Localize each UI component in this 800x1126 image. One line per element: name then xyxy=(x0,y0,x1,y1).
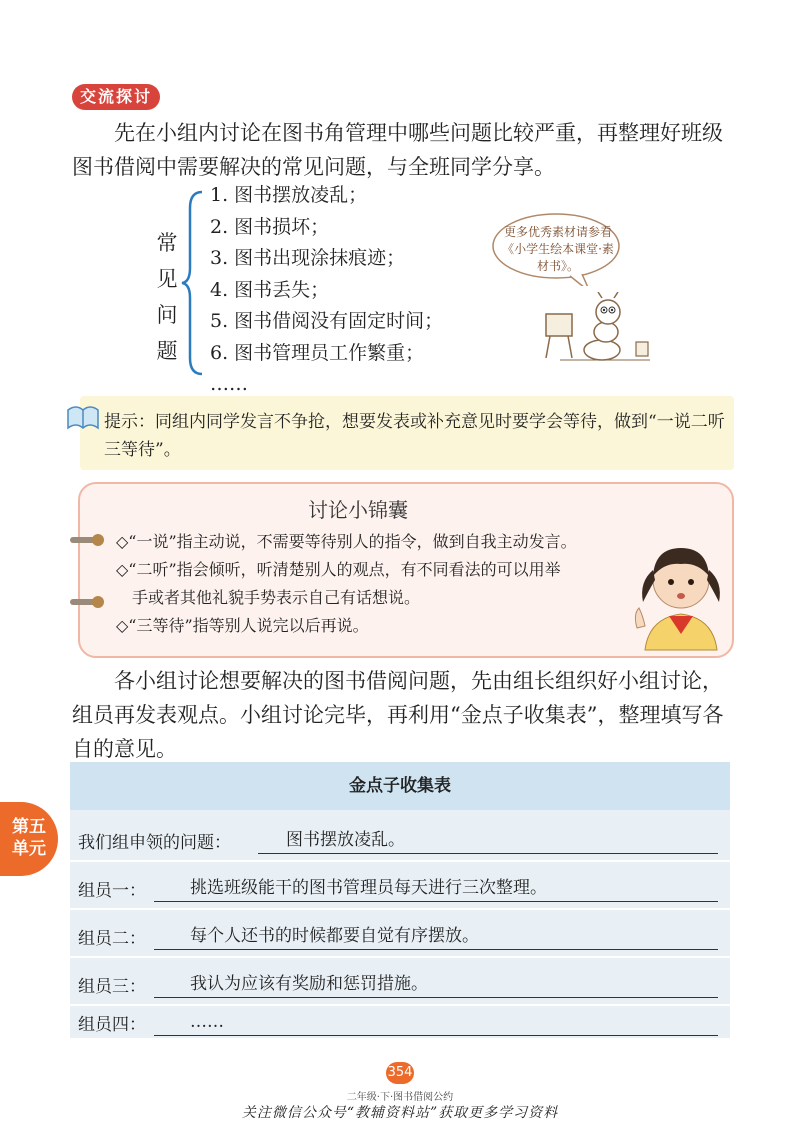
row-value: 我认为应该有奖励和惩罚措施。 xyxy=(190,974,428,994)
clip-icon xyxy=(68,532,108,548)
answer-line[interactable] xyxy=(154,901,718,902)
tips-title: 讨论小锦囊 xyxy=(308,498,408,522)
answer-line[interactable] xyxy=(258,853,718,854)
intro-paragraph: 先在小组内讨论在图书角管理中哪些问题比较严重，再整理好班级图书借阅中需要解决的常见问题，与全班同学分享。 xyxy=(72,121,723,179)
row-value: 图书摆放凌乱。 xyxy=(286,830,405,850)
list-item: 1. 图书摆放凌乱； xyxy=(210,184,368,206)
page-number: 354 xyxy=(386,1062,414,1084)
side-label: 常见问题 xyxy=(156,231,178,363)
unit-tab-line: 单元 xyxy=(12,839,46,859)
list-item: 4. 图书丢失； xyxy=(210,278,330,301)
bookworm-mascot-icon xyxy=(540,292,660,364)
list-item: 5. 图书借阅没有固定时间； xyxy=(210,310,444,332)
tip-item: ◇“二听”指会倾听，听清楚别人的观点，有不同看法的可以用举 xyxy=(116,560,561,579)
list-item: 2. 图书损坏； xyxy=(210,215,330,238)
answer-line[interactable] xyxy=(154,949,718,950)
answer-line[interactable] xyxy=(154,1035,718,1036)
row-value: 挑选班级能干的图书管理员每天进行三次整理。 xyxy=(190,878,547,898)
table-row xyxy=(78,862,722,906)
girl-illustration-icon xyxy=(625,530,737,654)
bubble-text: 更多优秀素材请参看《小学生绘本课堂·素材书》。 xyxy=(502,225,614,273)
footer-caption: 二年级·下·图书借阅公约 xyxy=(346,1092,454,1103)
body-paragraph: 各小组讨论想要解决的图书借阅问题，先由组长组织好小组讨论，组员再发表观点。小组讨论完毕，再利用“金点子收集表”，整理填写各自的意见。 xyxy=(72,669,724,761)
row-label: 组员四： xyxy=(78,1015,146,1035)
list-item: …… xyxy=(210,373,248,395)
row-label: 组员三： xyxy=(78,977,146,997)
open-book-icon xyxy=(66,402,100,432)
row-label: 组员二： xyxy=(78,929,146,949)
list-item: 6. 图书管理员工作繁重； xyxy=(210,341,425,364)
table-row xyxy=(78,910,722,954)
curly-brace-icon xyxy=(180,188,208,378)
tip-item: ◇“一说”指主动说，不需要等待别人的指令，做到自我主动发言。 xyxy=(116,532,577,551)
unit-tab-line: 第五 xyxy=(12,817,46,837)
hint-text: 提示：同组内同学发言不争抢，想要发表或补充意见时要学会等待，做到“一说二听三等待”。 xyxy=(104,412,725,460)
problem-list xyxy=(210,180,443,401)
row-label: 组员一： xyxy=(78,881,146,901)
tip-item: 手或者其他礼貌手势表示自己有话想说。 xyxy=(132,588,421,607)
tip-item: ◇“三等待”指等别人说完以后再说。 xyxy=(116,616,369,635)
tips-list xyxy=(116,528,646,640)
table-row xyxy=(78,814,722,858)
section-badge: 交流探讨 xyxy=(72,84,160,110)
table-title: 金点子收集表 xyxy=(70,762,730,810)
unit-tab xyxy=(0,802,58,876)
table-row xyxy=(78,996,722,1040)
list-item: 3. 图书出现涂抹痕迹； xyxy=(210,247,406,269)
row-label: 我们组申领的问题： xyxy=(78,833,231,853)
row-value: 每个人还书的时候都要自觉有序摆放。 xyxy=(190,926,479,946)
row-value: …… xyxy=(190,1012,224,1032)
clip-icon xyxy=(68,594,108,610)
footer-note: 关注微信公众号“教辅资料站”获取更多学习资料 xyxy=(241,1105,559,1121)
